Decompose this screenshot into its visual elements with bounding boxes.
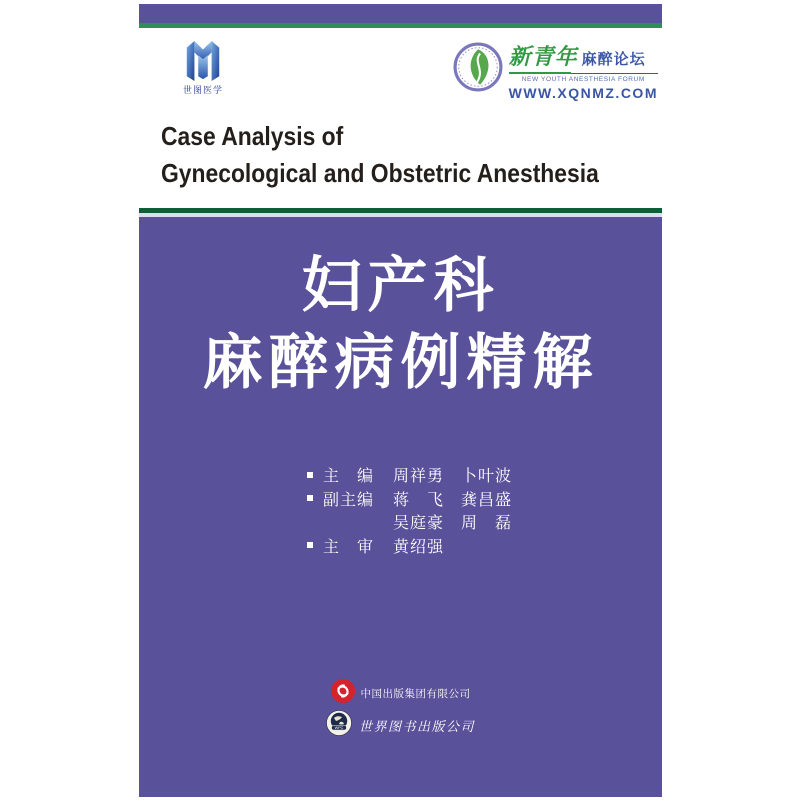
credit-role: 副主编	[323, 491, 375, 509]
credit-row-chief-editor	[307, 463, 512, 487]
publisher-group-row	[331, 679, 471, 708]
credit-names: 吴庭豪 周 磊	[393, 515, 513, 533]
forum-text-block	[509, 40, 658, 101]
credit-names: 黄绍强	[393, 538, 445, 556]
world-medical-logo	[177, 40, 229, 96]
main-title-line2: 麻醉病例精解	[202, 329, 599, 396]
publisher-company-row	[326, 710, 475, 741]
english-title	[161, 118, 599, 192]
wpc-logo-text: WPC	[334, 726, 344, 731]
english-title-line2: Gynecological and Obstetric Anesthesia	[161, 158, 599, 188]
forum-brand-text: 新青年	[508, 44, 578, 69]
credit-row-chief-reviewer	[307, 534, 512, 558]
publisher-company-name: 世界图书出版公司	[358, 719, 475, 734]
cover-header-section	[139, 28, 662, 208]
top-purple-bar	[139, 4, 662, 23]
new-youth-forum-logo	[453, 40, 658, 101]
credits-block	[307, 463, 512, 557]
credit-row-deputy-editor-cont	[307, 510, 512, 534]
cover-main-panel	[139, 217, 662, 797]
new-youth-emblem-icon	[453, 40, 503, 97]
world-medical-m-icon	[177, 40, 229, 82]
bullet-square-icon	[307, 472, 313, 478]
book-cover	[139, 4, 662, 797]
credit-row-deputy-editor	[307, 487, 512, 511]
publisher-group-name: 中国出版集团有限公司	[360, 688, 471, 700]
credit-role: 主 审	[323, 538, 375, 556]
main-title-line1: 妇产科	[301, 252, 500, 319]
english-title-line1: Case Analysis of	[161, 121, 344, 151]
credit-names: 蒋 飞 龚昌盛	[393, 491, 513, 509]
credit-role: 主 编	[323, 468, 375, 486]
world-medical-caption: 世图医学	[182, 85, 223, 95]
forum-url: WWW.XQNMZ.COM	[508, 85, 658, 101]
wpc-globe-icon	[326, 710, 352, 741]
credit-names: 周祥勇 卜叶波	[393, 468, 513, 486]
bullet-square-icon	[307, 542, 313, 548]
publishers-block	[139, 677, 662, 741]
main-title	[139, 217, 662, 401]
forum-subtitle: NEW YOUTH ANESTHESIA FORUM	[521, 76, 645, 83]
bullet-square-icon	[307, 495, 313, 501]
forum-underline	[509, 72, 658, 74]
cnpg-logo-icon	[331, 679, 355, 708]
forum-suffix-text: 麻醉论坛	[581, 51, 646, 68]
